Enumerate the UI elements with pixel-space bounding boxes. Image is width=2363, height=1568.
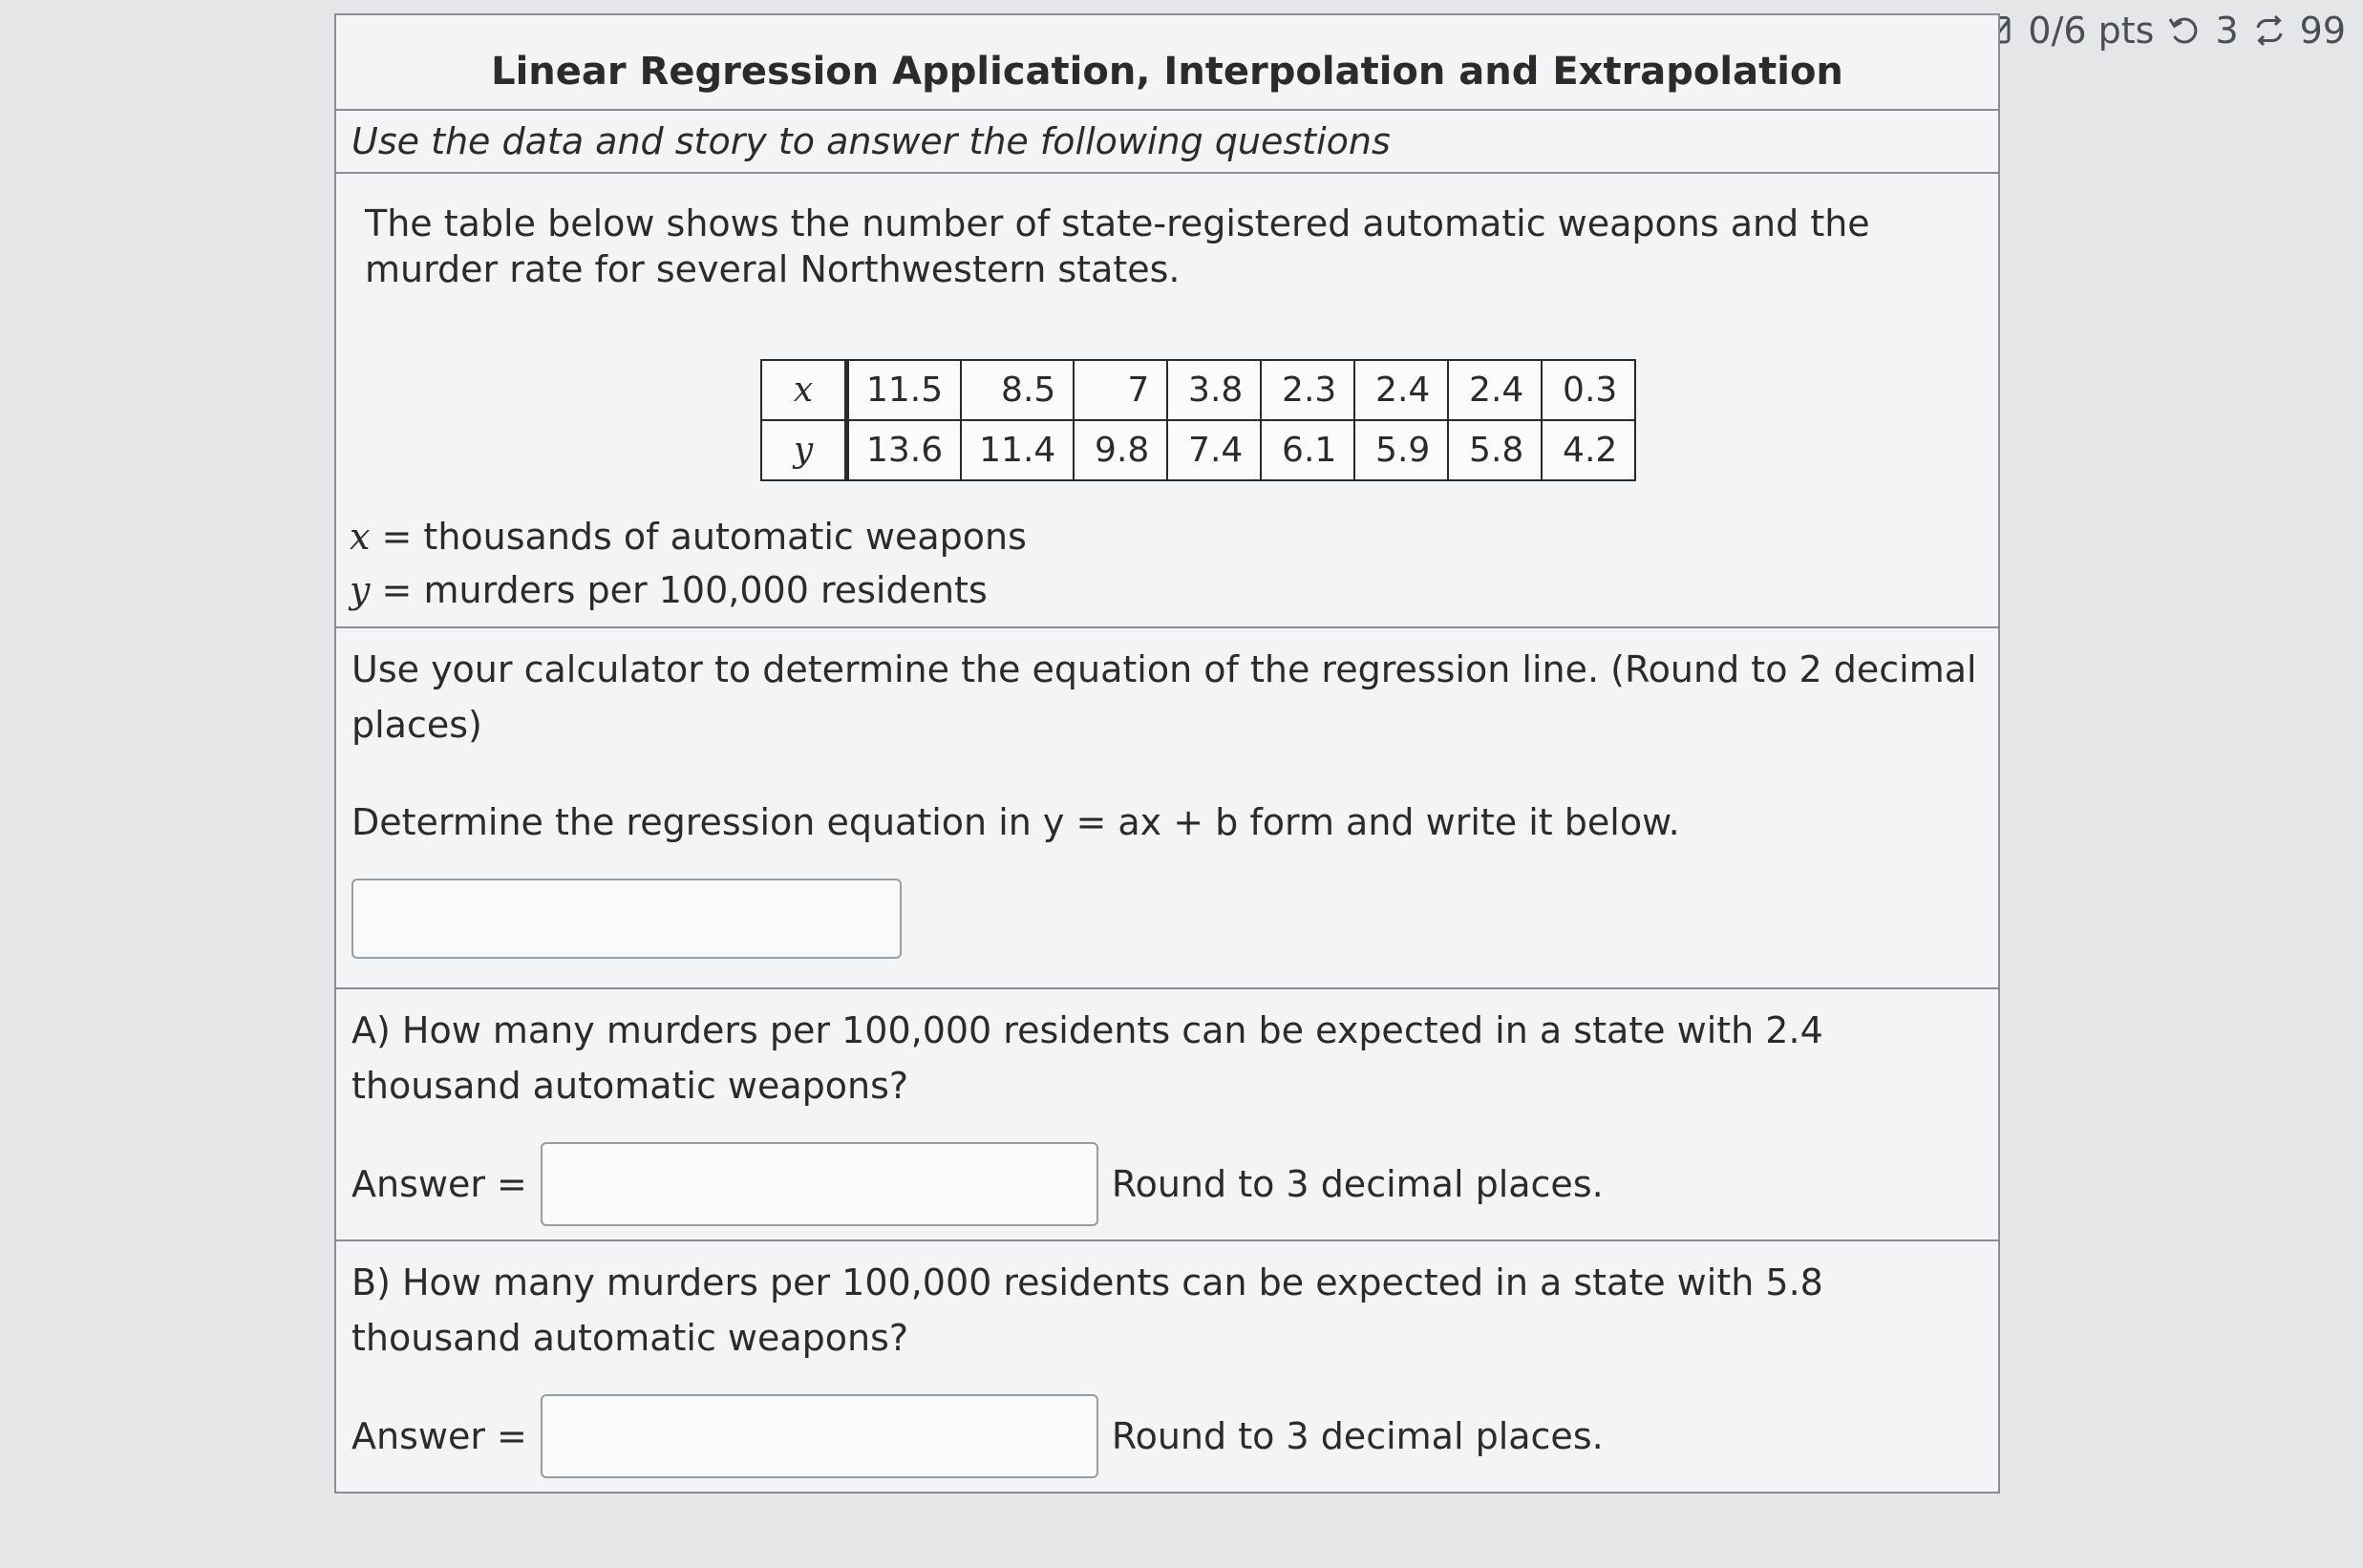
table-cell: 8.5 bbox=[961, 360, 1074, 420]
table-cell: 5.8 bbox=[1448, 420, 1542, 480]
answer-a-hint: Round to 3 decimal places. bbox=[1111, 1163, 1604, 1205]
regression-prompt: Determine the regression equation in y = ax + b form and write it below. bbox=[351, 801, 1680, 843]
table-cell: 2.3 bbox=[1261, 360, 1354, 420]
table-cell: 13.6 bbox=[847, 420, 962, 480]
answer-a-input[interactable] bbox=[541, 1142, 1098, 1226]
y-header: y bbox=[761, 420, 847, 480]
data-table bbox=[760, 359, 1636, 481]
answer-a-label: Answer = bbox=[351, 1163, 527, 1205]
table-cell: 2.4 bbox=[1448, 360, 1542, 420]
answer-b-label: Answer = bbox=[351, 1415, 527, 1457]
table-row-x bbox=[761, 360, 1635, 420]
regression-section bbox=[336, 628, 1998, 989]
y-definition bbox=[350, 563, 1985, 617]
table-cell: 3.8 bbox=[1167, 360, 1261, 420]
table-cell: 11.4 bbox=[961, 420, 1074, 480]
answer-b-hint: Round to 3 decimal places. bbox=[1111, 1415, 1604, 1457]
instructions-subtitle: Use the data and story to answer the following questions bbox=[336, 111, 1998, 174]
x-definition bbox=[350, 510, 1985, 563]
question-b-text: B) How many murders per 100,000 residents can be expected in a state with 5.8 thousand automatic weapons? bbox=[351, 1261, 1823, 1359]
table-cell: 9.8 bbox=[1074, 420, 1167, 480]
retry-icon[interactable] bbox=[2167, 13, 2202, 48]
table-cell: 11.5 bbox=[847, 360, 962, 420]
table-cell: 6.1 bbox=[1261, 420, 1354, 480]
page-title: Linear Regression Application, Interpolation and Extrapolation bbox=[336, 15, 1998, 111]
question-a-text: A) How many murders per 100,000 residents can be expected in a state with 2.4 thousand automatic weapons? bbox=[351, 1009, 1823, 1107]
y-definition-text: = murders per 100,000 residents bbox=[370, 569, 988, 611]
table-cell: 2.4 bbox=[1354, 360, 1448, 420]
answer-row-a bbox=[351, 1142, 1983, 1226]
table-cell: 7 bbox=[1074, 360, 1167, 420]
question-a-section bbox=[336, 989, 1998, 1241]
table-cell: 4.2 bbox=[1542, 420, 1635, 480]
story-section bbox=[336, 174, 1998, 628]
variable-definitions bbox=[350, 510, 1985, 617]
regression-equation-input[interactable] bbox=[351, 879, 902, 959]
x-variable: x bbox=[350, 516, 371, 558]
table-cell: 7.4 bbox=[1167, 420, 1261, 480]
story-text: The table below shows the number of state-registered automatic weapons and the murder rate for several Northwestern states. bbox=[365, 202, 1870, 290]
regression-instruction: Use your calculator to determine the equation of the regression line. (Round to 2 decimal places) bbox=[351, 648, 1977, 746]
points-label: 0/6 pts bbox=[2028, 10, 2155, 52]
x-header: x bbox=[761, 360, 847, 420]
status-bar bbox=[1980, 10, 2346, 52]
table-cell: 5.9 bbox=[1354, 420, 1448, 480]
answer-b-input[interactable] bbox=[541, 1394, 1098, 1478]
table-cell: 0.3 bbox=[1542, 360, 1635, 420]
x-definition-text: = thousands of automatic weapons bbox=[370, 516, 1027, 558]
attempts-count: 99 bbox=[2299, 10, 2346, 52]
table-row-y bbox=[761, 420, 1635, 480]
question-b-section bbox=[336, 1241, 1998, 1492]
answer-row-b bbox=[351, 1394, 1983, 1478]
question-panel bbox=[334, 13, 2000, 1494]
attempts-icon bbox=[2252, 13, 2287, 48]
y-variable: y bbox=[350, 569, 371, 611]
retries-count: 3 bbox=[2215, 10, 2239, 52]
